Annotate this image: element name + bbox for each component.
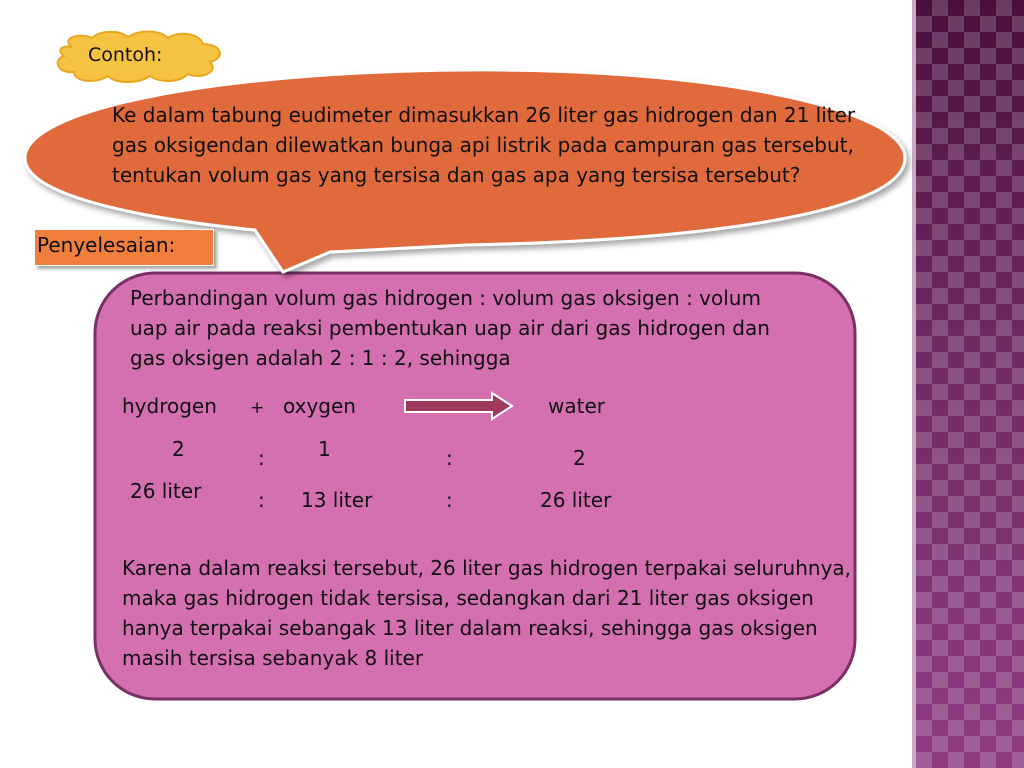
conclusion-text: Karena dalam reaksi tersebut, 26 liter gas hidrogen terpakai seluruhnya, maka gas hidrogen tidak tersisa, sedangkan dari 21 liter gas oksigen hanya terpakai sebangak 13 liter dalam reaksi, sehingga gas oksigen masih tersisa sebanyak 8 liter (122, 556, 852, 670)
reactant-hydrogen: hydrogen (122, 394, 217, 418)
solution-label: Penyelesaian: (37, 233, 176, 257)
ratio-hydrogen: 2 (172, 437, 185, 461)
plus-sign: + (250, 398, 265, 418)
volume-separator-2: : (446, 488, 453, 512)
volume-oxygen: 13 liter (301, 488, 373, 512)
ratio-intro-text: Perbandingan volum gas hidrogen : volum gas oksigen : volum uap air pada reaksi pembentukan uap air dari gas hidrogen dan gas oksigen adalah 2 : 1 : 2, sehingga (130, 286, 770, 370)
ratio-water: 2 (573, 446, 586, 470)
problem-text: Ke dalam tabung eudimeter dimasukkan 26 liter gas hidrogen dan 21 liter gas oksigendan dilewatkan bunga api listrik pada campuran gas tersebut, tentukan volum gas yang tersisa dan gas apa yang tersisa tersebut? (112, 103, 856, 187)
volume-water: 26 liter (540, 488, 612, 512)
ratio-separator-1: : (258, 446, 265, 470)
example-tag: Contoh: (88, 44, 163, 66)
volume-separator-1: : (258, 488, 265, 512)
reactant-oxygen: oxygen (283, 394, 356, 418)
ratio-oxygen: 1 (318, 437, 331, 461)
product-water: water (548, 394, 605, 418)
ratio-separator-2: : (446, 446, 453, 470)
volume-hydrogen: 26 liter (130, 479, 202, 503)
